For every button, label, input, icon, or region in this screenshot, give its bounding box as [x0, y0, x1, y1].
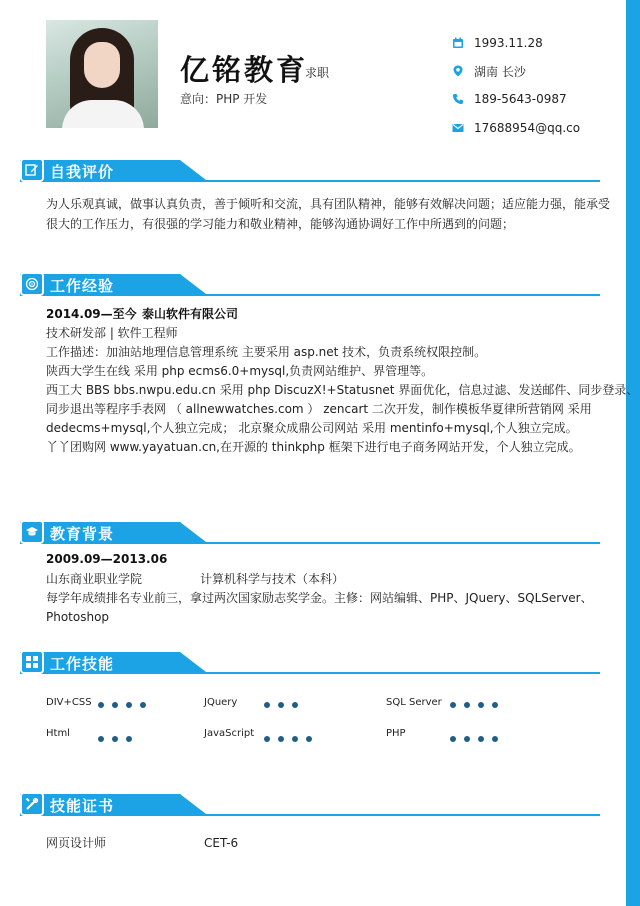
- phone-icon: [452, 93, 464, 105]
- right-accent-strip: [626, 0, 640, 906]
- target-icon: [20, 272, 44, 296]
- work-period: 2014.09—至今: [46, 307, 137, 321]
- work-line: 技术研发部 | 软件工程师: [46, 326, 178, 340]
- work-line: 工作描述：加油站地理信息管理系统 主要采用 asp.net 技术，负责系统权限控制。: [46, 345, 487, 359]
- skill-dot: [464, 702, 470, 708]
- skill-dot: [98, 736, 104, 742]
- skill-dot: [112, 702, 118, 708]
- section-title: 自我评价: [50, 163, 115, 181]
- section-certificates-header: [20, 794, 600, 822]
- skill-dot: [292, 702, 298, 708]
- skill-dot: [450, 702, 456, 708]
- work-line: 丫丫团购网 www.yayatuan.cn,在开源的 thinkphp 框架下进行电子商务网站开发，个人独立完成。: [46, 440, 581, 454]
- skill-dot: [492, 702, 498, 708]
- skill-label: PHP: [386, 728, 406, 739]
- grid-icon: [20, 650, 44, 674]
- skill-dot: [264, 736, 270, 742]
- contact-email: 17688954@qq.co: [452, 120, 580, 136]
- self-eval-line-1: 为人乐观真诚，做事认真负责，善于倾听和交流，具有团队精神，能够有效解决问题；适应能力强，能承受: [46, 197, 611, 211]
- graduation-cap-icon: [20, 520, 44, 544]
- certificate-item: 网页设计师: [46, 836, 107, 850]
- candidate-name: 亿铭教育: [180, 53, 309, 87]
- section-skills-header: [20, 652, 600, 680]
- location-pin-icon: [452, 65, 464, 77]
- skill-dot: [492, 736, 498, 742]
- section-work-header: [20, 274, 600, 302]
- skill-label: Html: [46, 728, 70, 739]
- contact-birthdate: 1993.11.28: [452, 35, 543, 51]
- contact-location: 湖南 长沙: [452, 63, 526, 79]
- job-intent: 意向：PHP 开发: [180, 92, 268, 106]
- education-period: 2009.09—2013.06: [46, 552, 168, 566]
- skill-dot: [464, 736, 470, 742]
- skill-dot: [126, 736, 132, 742]
- skill-level-dots: [264, 702, 298, 708]
- skill-level-dots: [450, 736, 498, 742]
- mail-icon: [452, 122, 464, 134]
- skill-dot: [292, 736, 298, 742]
- skill-dot: [478, 736, 484, 742]
- section-title: 教育背景: [50, 525, 115, 543]
- skill-dot: [450, 736, 456, 742]
- education-school: 山东商业职业学院: [46, 572, 143, 586]
- skill-dot: [278, 702, 284, 708]
- work-line: 同步退出等程序手表网 （ allnewwatches.com ） zencart 二次开发，制作模板华夏律所营销网 采用: [46, 402, 592, 416]
- education-major: 计算机科学与技术（本科）: [200, 572, 345, 586]
- skill-dot: [112, 736, 118, 742]
- education-line: 每学年成绩排名专业前三，拿过两次国家励志奖学金。主修：网站编辑、PHP、JQuery、SQLServer、: [46, 591, 593, 605]
- profile-photo: [46, 20, 158, 128]
- calendar-icon: [452, 37, 464, 49]
- skill-dot: [140, 702, 146, 708]
- certificate-item: CET-6: [204, 836, 239, 850]
- section-self-evaluation-header: [20, 160, 600, 188]
- section-education-header: [20, 522, 600, 550]
- skill-dot: [264, 702, 270, 708]
- edit-icon: [20, 158, 44, 182]
- skill-dot: [306, 736, 312, 742]
- contact-phone: 189-5643-0987: [452, 91, 567, 107]
- skill-dot: [126, 702, 132, 708]
- skill-level-dots: [264, 736, 312, 742]
- skill-dot: [478, 702, 484, 708]
- work-line: 西工大 BBS bbs.nwpu.edu.cn 采用 php DiscuzX!+Statusnet 界面优化，信息过滤、发送邮件、同步登录、: [46, 383, 639, 397]
- skill-level-dots: [450, 702, 498, 708]
- self-eval-line-2: 很大的工作压力，有很强的学习能力和敬业精神，能够沟通协调好工作中所遇到的问题；: [46, 217, 515, 231]
- section-title: 工作技能: [50, 655, 115, 673]
- work-line: dedecms+mysql,个人独立完成； 北京聚众成鼎公司网站 采用 mentinfo+mysql,个人独立完成。: [46, 421, 578, 435]
- skill-label: JavaScript: [204, 728, 255, 739]
- section-title: 工作经验: [50, 277, 115, 295]
- education-line: Photoshop: [46, 610, 110, 624]
- skill-level-dots: [98, 736, 132, 742]
- tools-icon: [20, 792, 44, 816]
- section-title: 技能证书: [50, 797, 115, 815]
- work-company: 泰山软件有限公司: [142, 307, 239, 321]
- skill-label: JQuery: [204, 697, 238, 708]
- skill-dot: [278, 736, 284, 742]
- skill-level-dots: [98, 702, 146, 708]
- skill-label: DIV+CSS: [46, 697, 92, 708]
- name-suffix: 求职: [305, 66, 330, 80]
- skill-label: SQL Server: [386, 697, 442, 708]
- skill-dot: [98, 702, 104, 708]
- work-line: 陕西大学生在线 采用 php ecms6.0+mysql,负责网站维护、界管理等。: [46, 364, 434, 378]
